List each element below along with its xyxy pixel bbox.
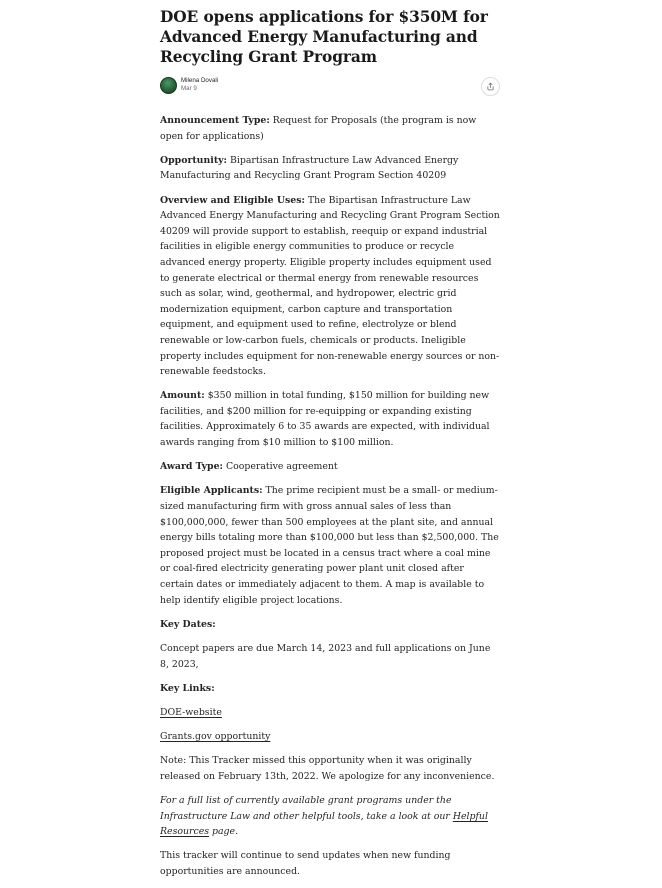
eligible-applicants-label: Eligible Applicants: <box>160 485 263 497</box>
overview-text: The Bipartisan Infrastructure Law Advanced Energy Manufacturing and Recycling Grant Program Section 40209 will provide support to establish, reequip or expand industrial facilities in eligible energy communities to produce or recycle advanced energy property. Eligible property includes equipment used to generate electrical or thermal energy from renewable resources such as solar, wind, geothermal, and hydropower, electric grid modernization equipment, carbon capture and transportation equipment, and equipment used to refine, electrolyze or blend renewable or low-carbon fuels, chemicals or products. Ineligible property includes equipment for non-renewable energy sources or non-renewable feedstocks. <box>160 194 500 378</box>
opportunity-text: Bipartisan Infrastructure Law Advanced Energy Manufacturing and Recycling Grant Program Section 40209 <box>160 154 459 182</box>
amount-text: $350 million in total funding, $150 million for building new facilities, and $200 million for re-equipping or expanding existing facilities. Approximately 6 to 35 awards are expected, with individual awards ranging from $10 million to $100 million. <box>160 390 490 449</box>
full-list-text: For a full list of currently available grant programs under the Infrastructure Law and other helpful tools, take a look at our <box>160 795 453 822</box>
full-list-paragraph <box>160 793 500 840</box>
doe-website-link[interactable]: DOE-website <box>160 706 222 718</box>
helpful-resources-link[interactable]: Helpful Resources <box>160 810 488 838</box>
announcement-text: Request for Proposals (the program is now open for applications) <box>160 115 477 142</box>
award-type-paragraph <box>160 459 500 475</box>
overview-paragraph <box>160 193 500 380</box>
amount-paragraph <box>160 388 500 450</box>
doe-website-paragraph <box>160 705 500 721</box>
byline <box>160 77 500 101</box>
amount-label: Amount: <box>160 390 205 402</box>
key-dates-text: Concept papers are due March 14, 2023 and full applications on June 8, 2023, <box>160 642 491 670</box>
eligible-applicants-paragraph <box>160 483 500 608</box>
announcement-paragraph <box>160 113 500 144</box>
closing-paragraph: This tracker will continue to send updates when new funding opportunities are announced. <box>160 850 451 878</box>
overview-label: Overview and Eligible Uses: <box>160 194 305 206</box>
article-body <box>160 113 500 880</box>
award-type-label: Award Type: <box>160 461 223 473</box>
full-list-suffix: page. <box>209 826 239 838</box>
opportunity-label: Opportunity: <box>160 154 228 166</box>
author-name[interactable]: Milena Dovali <box>181 77 219 84</box>
article <box>160 7 500 888</box>
key-links-label: Key Links: <box>160 682 215 694</box>
article-title: DOE opens applications for $350M for Advanced Energy Manufacturing and Recycling Grant Program <box>160 8 488 66</box>
announcement-label: Announcement Type: <box>160 115 270 126</box>
note-paragraph: Note: This Tracker missed this opportunity when it was originally released on February 13th, 2022. We apologize for any inconvenience. <box>160 755 495 782</box>
key-dates-label: Key Dates: <box>160 618 216 630</box>
grants-gov-paragraph <box>160 729 500 745</box>
author-avatar[interactable] <box>160 77 177 94</box>
opportunity-paragraph <box>160 153 500 184</box>
eligible-applicants-text: The prime recipient must be a small- or medium-sized manufacturing firm with gross annual sales of less than $100,000,000, fewer than 500 employees at the plant site, and annual energy bills totaling more than $100,000 but less than $2,500,000. The proposed project must be located in a census tract where a coal mine or coal-fired electricity generating power plant unit closed after certain dates or immediately adjacent to them. A map is available to help identify eligible project locations. <box>160 485 499 606</box>
share-icon <box>486 82 495 91</box>
share-button[interactable] <box>481 77 500 96</box>
grants-gov-link[interactable]: Grants.gov opportunity <box>160 731 271 743</box>
publish-date: Mar 9 <box>181 85 197 92</box>
award-type-text: Cooperative agreement <box>222 461 338 473</box>
